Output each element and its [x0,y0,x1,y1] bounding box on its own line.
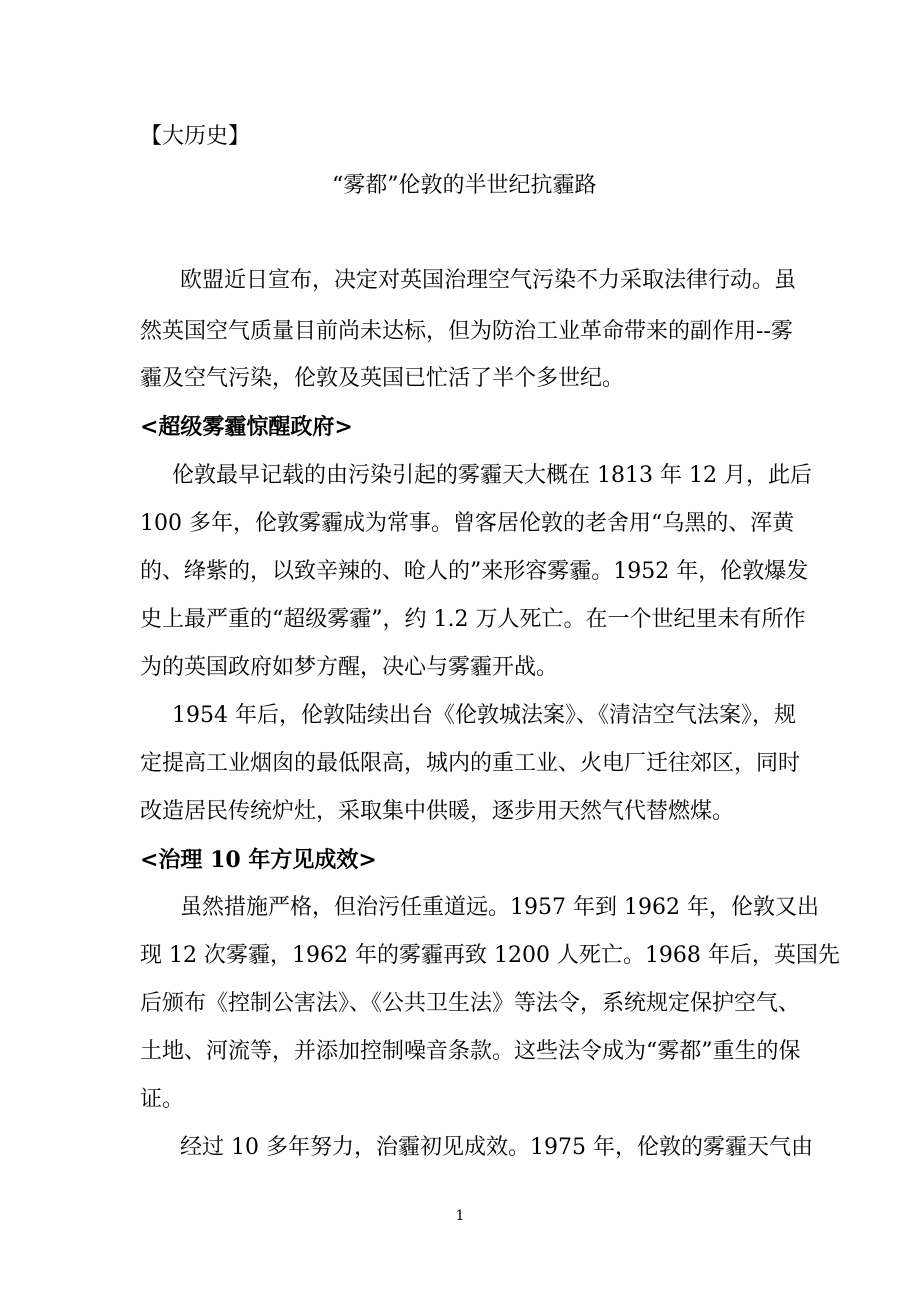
paragraph-line: 史上最严重的“超级雾霾”，约 1.2 万人死亡。在一个世纪里未有所作 [140,607,806,632]
paragraph-line: 虽然措施严格，但治污任重道远。1957 年到 1962 年，伦敦又出 [180,895,819,920]
paragraph-line: 为的英国政府如梦方醒，决心与雾霾开战。 [140,655,559,680]
paragraph-line: 霾及空气污染，伦敦及英国已忙活了半个多世纪。 [140,366,625,391]
paragraph-line: 经过 10 多年努力，治霾初见成效。1975 年，伦敦的雾霾天气由 [180,1135,813,1160]
paragraph-line: 土地、河流等，并添加控制噪音条款。这些法令成为“雾都”重生的保 [140,1039,801,1064]
document-title: “雾都”伦敦的半世纪抗霾路 [332,173,597,198]
paragraph-line: 现 12 次雾霾，1962 年的雾霾再致 1200 人死亡。1968 年后，英国先 [140,943,840,968]
page-number: 1 [455,1208,465,1224]
paragraph-line: 100 多年，伦敦雾霾成为常事。曾客居伦敦的老舍用“乌黑的、浑黄 [140,511,795,536]
paragraph-line: 改造居民传统炉灶，采取集中供暖，逐步用天然气代替燃煤。 [140,799,735,824]
paragraph-line: 证。 [140,1087,185,1112]
paragraph-line: 后颁布《控制公害法》、《公共卫生法》等法令，系统规定保护空气、 [140,991,801,1016]
paragraph-line: 1954 年后，伦敦陆续出台《伦敦城法案》、《清洁空气法案》，规 [172,703,796,728]
paragraph-line: 伦敦最早记载的由污染引起的雾霾天大概在 1813 年 12 月，此后 [172,463,812,488]
paragraph-line: 然英国空气质量目前尚未达标，但为防治工业革命带来的副作用--雾 [140,319,793,344]
paragraph-line: 定提高工业烟囱的最低限高，城内的重工业、火电厂迁往郊区，同时 [140,751,801,776]
section-heading: <治理 10 年方见成效> [140,847,377,873]
paragraph-line: 欧盟近日宣布，决定对英国治理空气污染不力采取法律行动。虽 [180,268,797,293]
section-heading: <超级雾霾惊醒政府> [140,414,353,440]
paragraph-line: 的、绛紫的，以致辛辣的、呛人的”来形容雾霾。1952 年，伦敦爆发 [140,559,809,584]
section-tag: 【大历史】 [140,124,251,149]
